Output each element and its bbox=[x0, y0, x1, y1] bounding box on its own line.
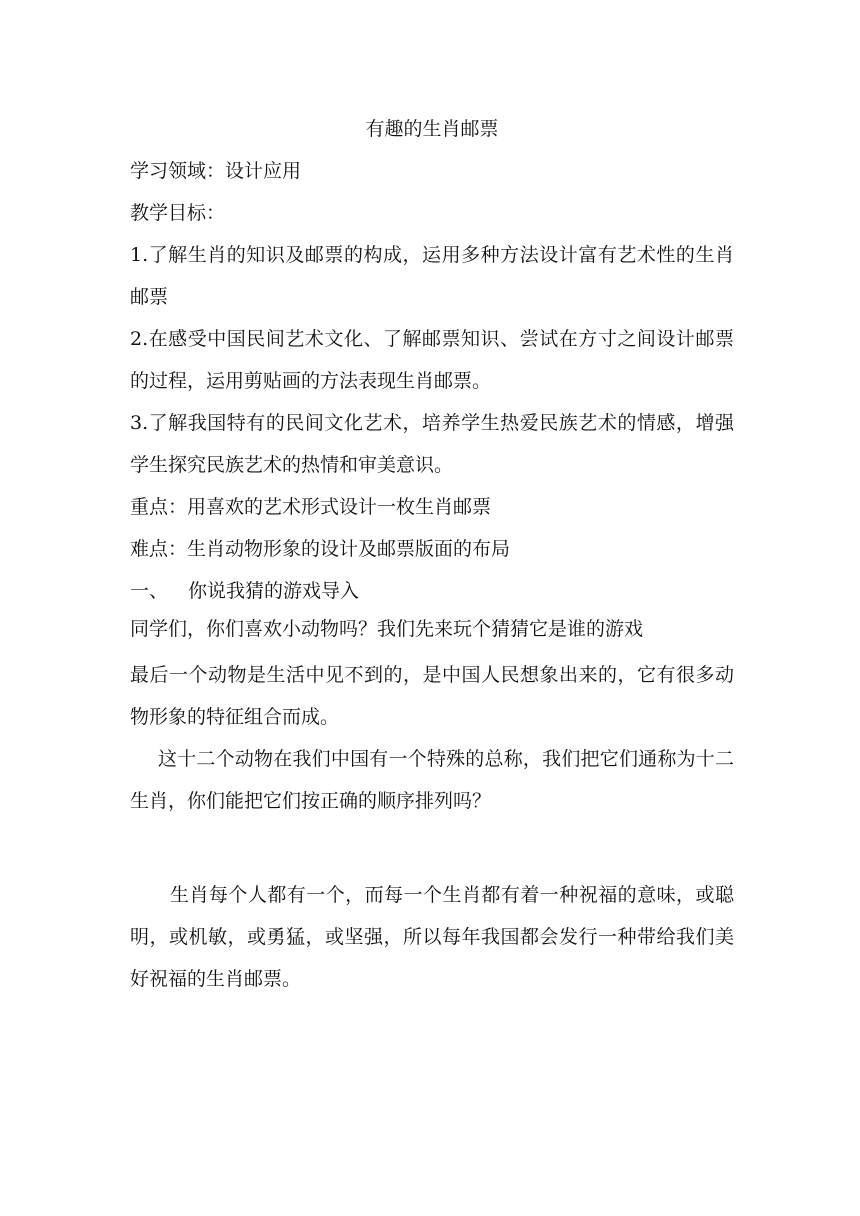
paragraph-gap bbox=[130, 822, 734, 874]
section-heading bbox=[130, 570, 734, 612]
body-paragraph: 同学们，你们喜欢小动物吗？我们先来玩个猜猜它是谁的游戏 bbox=[130, 618, 644, 640]
difficulty-point: 难点：生肖动物形象的设计及邮票版面的布局 bbox=[130, 538, 511, 560]
goal-item: 1.了解生肖的知识及邮票的构成，运用多种方法设计富有艺术性的生肖邮票 bbox=[130, 244, 734, 308]
goals-heading: 教学目标： bbox=[130, 202, 226, 224]
goal-item: 3.了解我国特有的民间文化艺术，培养学生热爱民族艺术的情感，增强学生探究民族艺术的热情和审美意识。 bbox=[130, 412, 734, 476]
body-paragraph: 生肖每个人都有一个，而每一个生肖都有着一种祝福的意味，或聪明，或机敏，或勇猛，或坚强，所以每年我国都会发行一种带给我们美好祝福的生肖邮票。 bbox=[130, 884, 734, 990]
body-paragraph: 这十二个动物在我们中国有一个特殊的总称，我们把它们通称为十二生肖，你们能把它们按正确的顺序排列吗？ bbox=[130, 748, 734, 812]
document-title: 有趣的生肖邮票 bbox=[365, 118, 499, 140]
document-body bbox=[130, 108, 734, 1000]
section-title: 你说我猜的游戏导入 bbox=[188, 580, 360, 602]
section-number: 一、 bbox=[130, 580, 169, 602]
key-point: 重点：用喜欢的艺术形式设计一枚生肖邮票 bbox=[130, 496, 492, 518]
body-paragraph: 最后一个动物是生活中见不到的，是中国人民想象出来的，它有很多动物形象的特征组合而成。 bbox=[130, 664, 734, 728]
goal-item: 2.在感受中国民间艺术文化、了解邮票知识、尝试在方寸之间设计邮票的过程，运用剪贴画的方法表现生肖邮票。 bbox=[130, 328, 734, 392]
learning-domain: 学习领域：设计应用 bbox=[130, 160, 302, 182]
